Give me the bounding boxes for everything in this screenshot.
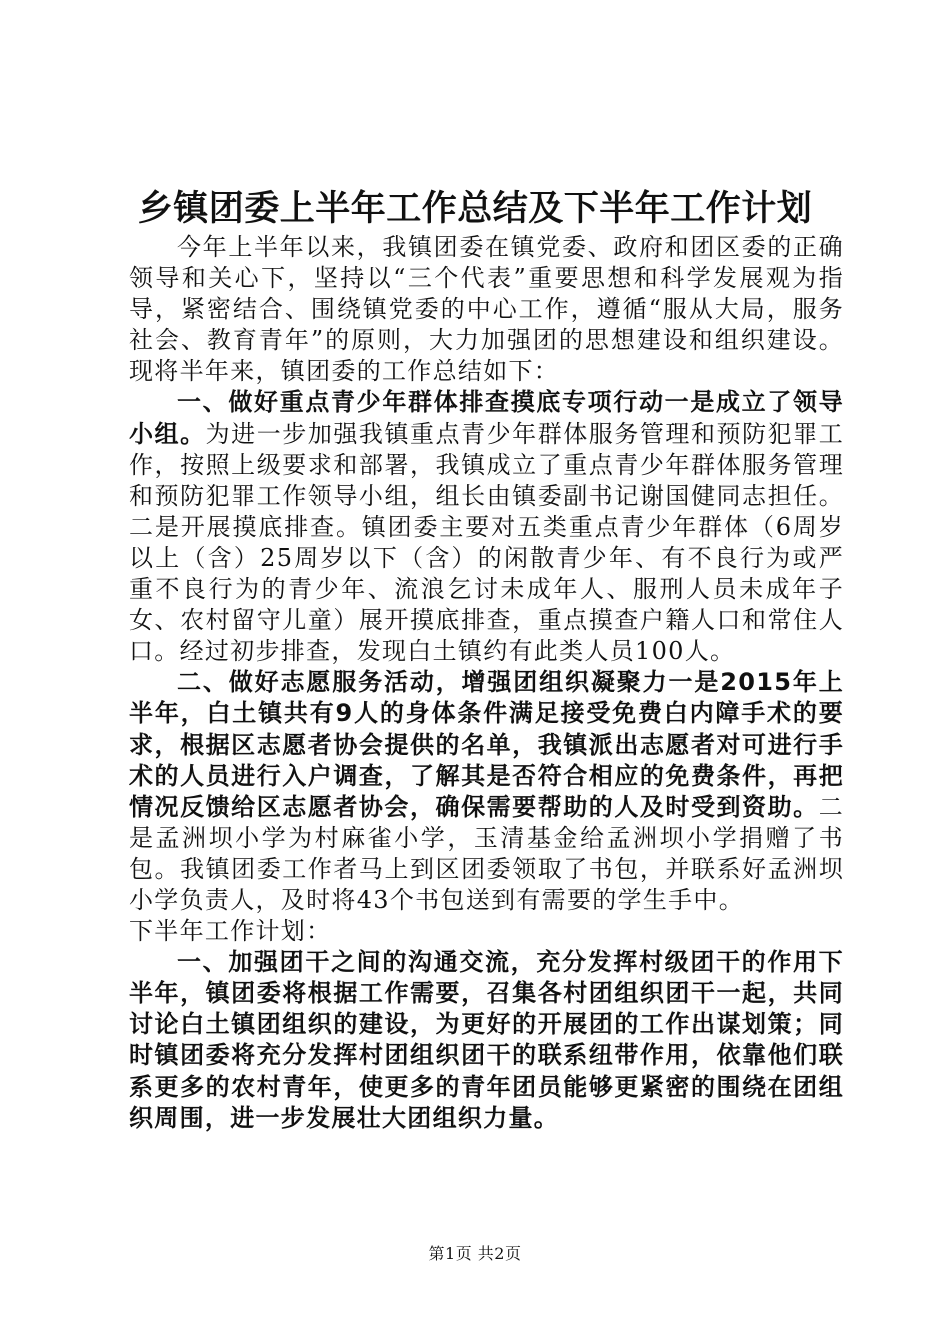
plan-heading: 下半年工作计划： <box>129 917 332 946</box>
section-2-paragraph <box>129 667 844 916</box>
plan-1-paragraph <box>129 947 844 1134</box>
page-number-footer: 第1页 共2页 <box>428 1244 522 1263</box>
page-title: 乡镇团委上半年工作总结及下半年工作计划 <box>137 189 813 229</box>
section-1-paragraph <box>129 387 844 667</box>
plan-1-body: 一、加强团干之间的沟通交流，充分发挥村级团干的作用下半年，镇团委将根据工作需要，召集各村团组织团干一起，共同讨论白土镇团组织的建设，为更好的开展团的工作出谋划策；同时镇团委将充分发挥村团组织团干的联系纽带作用，依靠他们联系更多的农村青年，使更多的青年团员能够更紧密的围绕在团组织周围，进一步发展壮大团组织力量。 <box>129 948 844 1132</box>
section-1-heading: 一、做好重点青少年群体排查摸底专项行动一是成立了领导小组。 <box>129 388 844 448</box>
section-2-body: 二是孟洲坝小学为村麻雀小学，玉清基金给孟洲坝小学捐赠了书包。我镇团委工作者马上到区团委领取了书包，并联系好孟洲坝小学负责人，及时将43个书包送到有需要的学生手中。 <box>129 792 844 914</box>
intro-paragraph: 今年上半年以来，我镇团委在镇党委、政府和团区委的正确领导和关心下，坚持以“三个代表”重要思想和科学发展观为指导，紧密结合、围绕镇党委的中心工作，遵循“服从大局，服务社会、教育青年”的原则，大力加强团的思想建设和组织建设。现将半年来，镇团委的工作总结如下： <box>129 233 844 386</box>
section-1-body: 为进一步加强我镇重点青少年群体服务管理和预防犯罪工作，按照上级要求和部署，我镇成立了重点青少年群体服务管理和预防犯罪工作领导小组，组长由镇委副书记谢国健同志担任。二是开展摸底排查。镇团委主要对五类重点青少年群体（6周岁以上（含）25周岁以下（含）的闲散青少年、有不良行为或严重不良行为的青少年、流浪乞讨未成年人、服刑人员未成年子女、农村留守儿童）展开摸底排查，重点摸查户籍人口和常住人口。经过初步排查，发现白土镇约有此类人员100人。 <box>129 419 844 666</box>
section-2-heading: 二、做好志愿服务活动，增强团组织凝聚力一是2015年上半年，白土镇共有9人的身体条件满足接受免费白内障手术的要求，根据区志愿者协会提供的名单，我镇派出志愿者对可进行手术的人员进行入户调查，了解其是否符合相应的免费条件，再把情况反馈给区志愿者协会，确保需要帮助的人及时受到资助。 <box>129 668 844 821</box>
document-body <box>129 232 844 1134</box>
